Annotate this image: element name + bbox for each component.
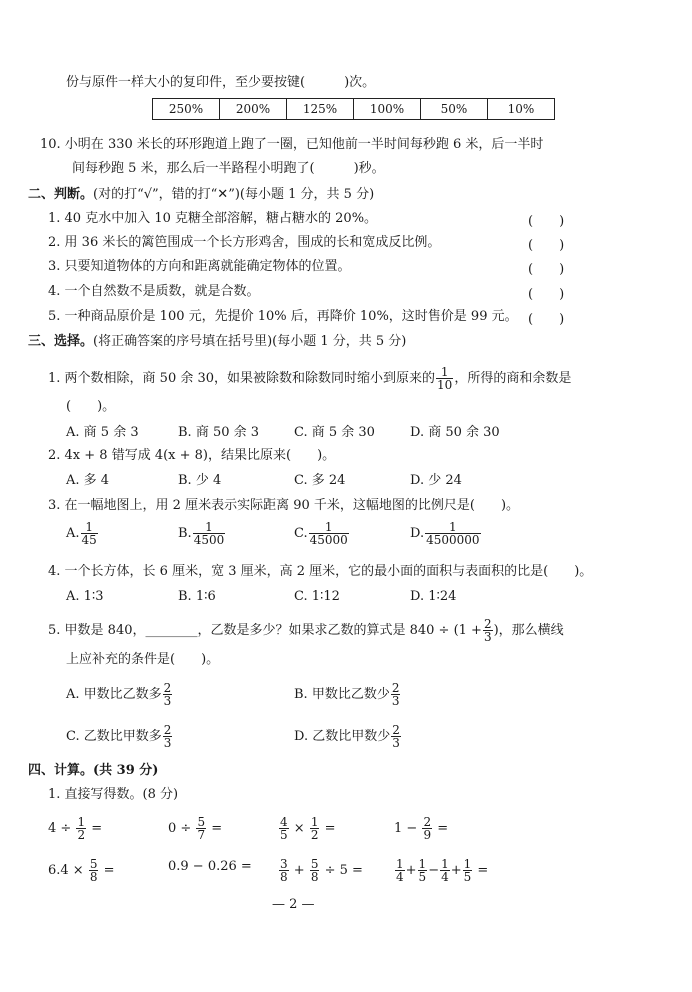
section4-q1: 1. 直接写得数。(8 分) [48,787,179,802]
option-text: D. 乙数比甲数少 [294,729,391,744]
numerator: 5 [89,857,98,871]
numerator: 1 [310,815,319,829]
judge-paren: ( ) [528,262,565,277]
fraction [309,521,349,546]
choice2-option-c: C. 多 24 [294,473,346,488]
choice4-option-a: A. 1∶3 [66,589,104,604]
choice5-text: 5. 甲数是 840，________，乙数是多少？如果求乙数的算式是 840 ÷ (1 + [48,623,482,638]
calc-text: 1 − [394,821,418,836]
numerator: 2 [392,723,400,737]
choice5-question [48,616,564,646]
judge-item: 5. 一种商品原价是 100 元，先提价 10% 后，再降价 10%，这时售价是 99 元。 [48,309,518,324]
denominator: 2 [310,828,319,842]
denominator: 3 [483,630,492,644]
top-line: 份与原件一样大小的复印件，至少要按键( )次。 [66,75,376,90]
judge-item: 2. 用 36 米长的篱笆围成一个长方形鸡舍，围成的长和宽成反比例。 [48,235,441,250]
choice3-option-a [66,521,99,546]
calc-b2: 0.9 − 0.26 = [168,859,252,874]
denominator: 5 [463,870,472,884]
fraction [76,816,86,841]
choice5-line2: 上应补充的条件是( )。 [66,652,220,667]
choice1-option-d: D. 商 50 余 30 [410,425,500,440]
operator: − [428,863,440,878]
fraction [463,858,473,883]
choice5-option-d [294,724,402,749]
choice1-option-a: A. 商 5 余 3 [66,425,139,440]
numerator: 1 [309,521,349,534]
fraction [391,724,401,749]
choice1-option-c: C. 商 5 余 30 [294,425,375,440]
operator: + [293,863,305,878]
option-cell: 250% [153,99,220,120]
choice2-option-b: B. 少 4 [178,473,222,488]
option-label: C. [294,526,308,541]
judge-paren: ( ) [528,312,565,327]
q10-line1: 10. 小明在 330 米长的环形跑道上跑了一圈，已知他前一半时间每秒跑 6 米，后一半时 [40,137,544,152]
denominator: 4 [441,870,449,884]
denominator: 9 [423,828,432,842]
choice3-option-b [178,521,226,546]
choice1-text-tail: ，所得的商和余数是 [454,371,572,386]
numerator: 2 [423,815,432,829]
choice4-option-d: D. 1∶24 [410,589,457,604]
option-cell: 10% [488,99,555,120]
operator: + [405,863,417,878]
option-text: B. 甲数比乙数少 [294,687,390,702]
numerator: 1 [396,857,404,871]
option-text: A. 甲数比乙数多 [66,687,162,702]
numerator: 2 [483,617,492,631]
choice5-text-tail: )，那么横线 [493,623,564,638]
choice4-question: 4. 一个长方体，长 6 厘米，宽 3 厘米，高 2 厘米，它的最小面的面积与表面积的比是( )。 [48,564,593,579]
denominator: 3 [163,736,172,750]
numerator: 1 [418,857,427,871]
numerator: 1 [425,521,480,534]
fraction [279,816,289,841]
judge-paren: ( ) [528,238,565,253]
choice1-line2: ( )。 [66,399,116,414]
choice4-option-b: B. 1∶6 [178,589,216,604]
denominator: 4500000 [426,533,480,547]
calc-a3 [278,816,336,841]
numerator: 2 [163,681,172,695]
judge-item: 1. 40 克水中加入 10 克糖全部溶解，糖占糖水的 20%。 [48,211,378,226]
operator: + [450,863,462,878]
fraction [81,521,98,546]
choice3-option-c [294,521,350,546]
numerator: 1 [193,521,226,534]
choice1-text: 1. 两个数相除，商 50 余 30，如果被除数和除数同时缩小到原来的 [48,371,436,386]
numerator: 3 [280,857,288,871]
page-number: — 2 — [272,897,315,912]
calc-b1 [48,858,115,883]
equals: = [477,863,489,878]
option-cell: 125% [287,99,354,120]
section3-note: (将正确答案的序号填在括号里)(每小题 1 分，共 5 分) [93,334,407,349]
fraction [422,816,432,841]
denominator: 10 [437,378,453,392]
fraction [193,521,226,546]
numerator: 5 [310,857,319,871]
choice3-option-d [410,521,482,546]
choice5-option-b [294,682,401,707]
denominator: 8 [310,870,319,884]
fraction [310,858,320,883]
judge-paren: ( ) [528,214,565,229]
calc-a4 [394,816,448,841]
option-label: A. [66,526,80,541]
option-cell: 50% [421,99,488,120]
equals: = [91,821,103,836]
denominator: 3 [163,694,172,708]
option-label: B. [178,526,192,541]
numerator: 1 [436,366,453,379]
choice2-option-d: D. 少 24 [410,473,462,488]
numerator: 2 [391,681,400,695]
fraction [418,858,428,883]
denominator: 3 [391,694,400,708]
fraction [391,682,401,707]
numerator: 1 [77,815,86,829]
denominator: 5 [280,828,288,842]
numerator: 1 [463,857,472,871]
fraction [279,858,289,883]
option-label: D. [410,526,425,541]
equals: = [103,863,115,878]
denominator: 2 [77,828,86,842]
denominator: 5 [418,870,427,884]
equals: = [211,821,223,836]
option-cell: 200% [220,99,287,120]
equals: = [437,821,449,836]
q10-line2: 间每秒跑 5 米，那么后一半路程小明跑了( )秒。 [72,161,385,176]
judge-item: 4. 一个自然数不是质数，就是合数。 [48,284,260,299]
calc-b4 [394,858,488,883]
denominator: 3 [392,736,400,750]
choice5-option-a [66,682,173,707]
section3-title: 三、选择。 [28,334,94,349]
fraction [310,816,320,841]
option-cell: 100% [354,99,421,120]
judge-paren: ( ) [528,287,565,302]
fraction [163,682,173,707]
section4-title: 四、计算。(共 39 分) [28,763,159,778]
calc-b3 [278,858,363,883]
choice5-option-c [66,724,173,749]
fraction [395,858,405,883]
fraction [483,618,493,643]
section2-heading [28,186,374,204]
fraction [436,366,453,391]
choice2-question: 2. 4x + 8 错写成 4(x + 8)，结果比原来( )。 [48,448,336,463]
numerator: 4 [280,815,288,829]
option-text: C. 乙数比甲数多 [66,729,162,744]
choice1-question [48,364,571,394]
copy-options-table [152,98,555,120]
section2-title: 二、判断。 [28,187,94,202]
choice3-question: 3. 在一幅地图上，用 2 厘米表示实际距离 90 千米，这幅地图的比例尺是( )。 [48,498,520,513]
fraction [440,858,450,883]
calc-a2 [168,816,222,841]
choice4-option-c: C. 1∶12 [294,589,340,604]
denominator: 4500 [193,533,225,547]
calc-a1 [48,816,102,841]
fraction [425,521,480,546]
calc-text: 6.4 × [48,863,84,878]
judge-item: 3. 只要知道物体的方向和距离就能确定物体的位置。 [48,259,351,274]
equals: = [324,821,336,836]
section2-note: (对的打“√”，错的打“✕”)(每小题 1 分，共 5 分) [93,187,375,202]
fraction [89,858,99,883]
numerator: 2 [163,723,172,737]
choice1-option-b: B. 商 50 余 3 [178,425,260,440]
fraction [163,724,173,749]
fraction [196,816,206,841]
section3-heading [28,333,406,351]
numerator: 1 [441,857,449,871]
operator: × [293,821,305,836]
denominator: 7 [197,828,206,842]
choice2-option-a: A. 多 4 [66,473,110,488]
numerator: 5 [197,815,206,829]
denominator: 45000 [309,533,348,547]
denominator: 45 [81,533,97,547]
calc-text: 0 ÷ [168,821,192,836]
calc-text: 4 ÷ [48,821,72,836]
denominator: 8 [280,870,288,884]
denominator: 8 [89,870,98,884]
denominator: 4 [396,870,404,884]
equals: ÷ 5 = [324,863,363,878]
numerator: 1 [81,521,98,534]
